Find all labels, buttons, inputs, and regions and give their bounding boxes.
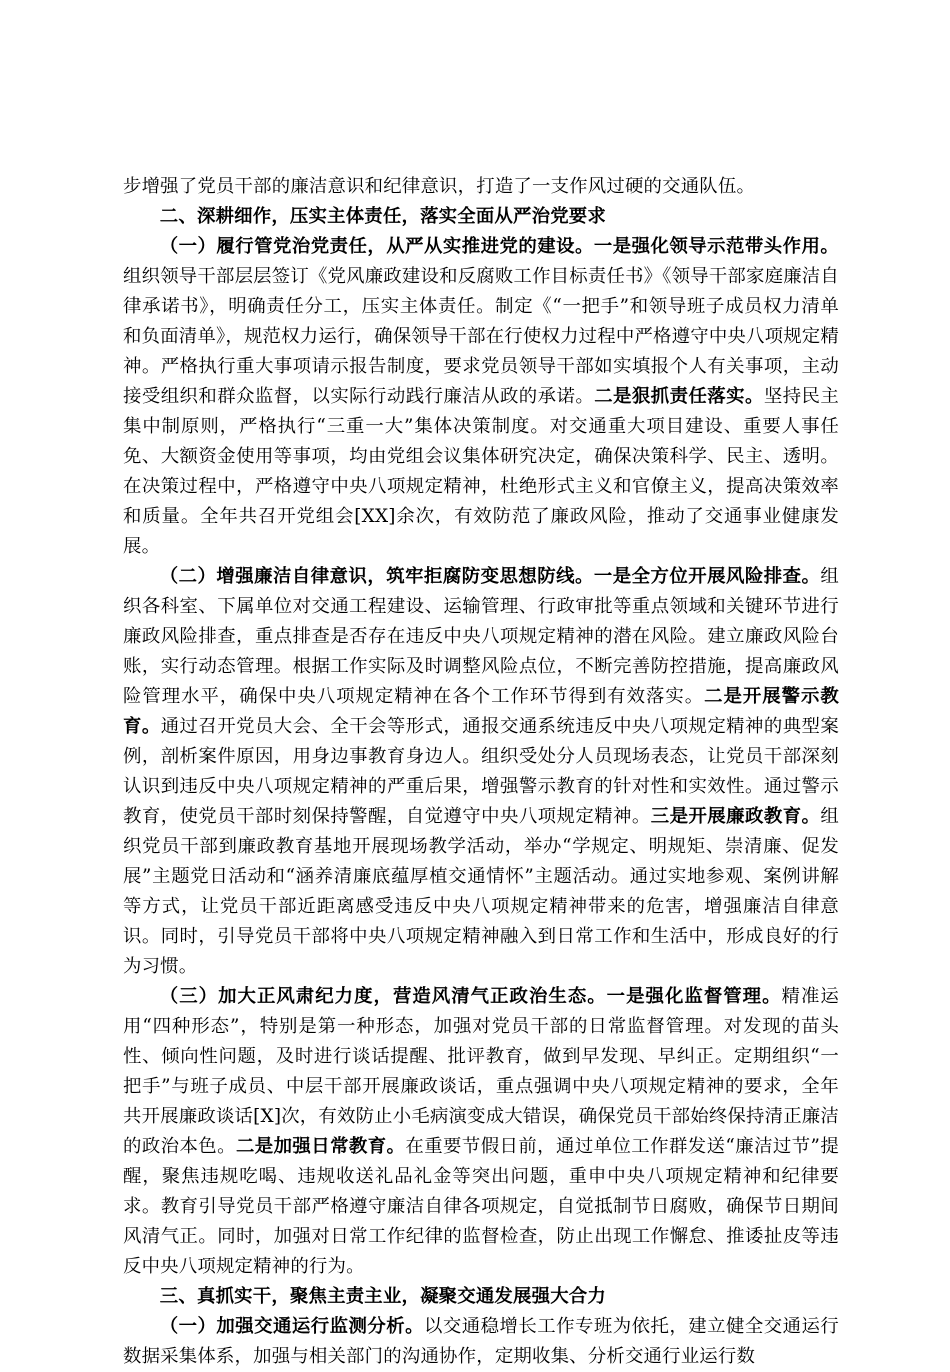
subsection-4-lead: （一）加强交通运行监测分析。 xyxy=(159,1316,425,1337)
subsection-2-text-2: 通过召开党员大会、全干会等形式，通报交通系统违反中央八项规定精神的典型案例，剖析案件原因，用身边事教育身边人。组织受处分人员现场表态，让党员干部深刻认识到违反中央八项规定精神的严重后果，增强警示教育的针对性和实效性。通过警示教育，使党员干部时刻保持警醒，自觉遵守中央八项规定精神。 xyxy=(123,716,839,827)
subsection-2-lead: （二）增强廉洁自律意识，筑牢拒腐防变思想防线。一是全方位开展风险排查。 xyxy=(159,566,821,587)
document-page xyxy=(123,172,839,1372)
subsection-3-paragraph xyxy=(123,982,839,1282)
subsection-4-paragraph xyxy=(123,1312,839,1372)
subsection-3-point-2: 二是加强日常教育。 xyxy=(235,1136,406,1157)
section-heading-3: 三、真抓实干，聚焦主责主业，凝聚交通发展强大合力 xyxy=(159,1286,606,1307)
subsection-2-paragraph xyxy=(123,562,839,982)
subsection-3-text-1: 精准运用“四种形态”，特别是第一种形态，加强对党员干部的日常监督管理。对发现的苗头性、倾向性问题，及时进行谈话提醒、批评教育，做到早发现、早纠正。定期组织“一把手”与班子成员、中层干部开展廉政谈话，重点强调中央八项规定精神的要求，全年共开展廉政谈话[X]次，有效防止小毛病演变成大错误，确保党员干部始终保持清正廉洁的政治本色。 xyxy=(123,986,839,1157)
subsection-1-text-1: 组织领导干部层层签订《党风廉政建设和反腐败工作目标责任书》《领导干部家庭廉洁自律承诺书》，明确责任分工，压实主体责任。制定《“一把手”和领导班子成员权力清单和负面清单》，规范权力运行，确保领导干部在行使权力过程中严格遵守中央八项规定精神。严格执行重大事项请示报告制度，要求党员领导干部如实填报个人有关事项，主动接受组织和群众监督，以实际行动践行廉洁从政的承诺。 xyxy=(123,266,839,407)
subsection-2-text-1: 组织各科室、下属单位对交通工程建设、运输管理、行政审批等重点领域和关键环节进行廉政风险排查，重点排查是否存在违反中央八项规定精神的潜在风险。建立廉政风险台账，实行动态管理。根据工作实际及时调整风险点位，不断完善防控措施，提高廉政风险管理水平，确保中央八项规定精神在各个工作环节得到有效落实。 xyxy=(123,566,839,707)
subsection-2-point-3: 三是开展廉政教育。 xyxy=(650,806,821,827)
subsection-2-point-2: 二是开展警示教育。 xyxy=(123,686,839,737)
paragraph-continuation: 步增强了党员干部的廉洁意识和纪律意识，打造了一支作风过硬的交通队伍。 xyxy=(123,176,756,197)
subsection-3-lead: （三）加大正风肃纪力度，营造风清气正政治生态。一是强化监督管理。 xyxy=(159,986,782,1007)
subsection-1-point-2: 二是狠抓责任落实。 xyxy=(594,386,764,407)
section-heading-2: 二、深耕细作，压实主体责任，落实全面从严治党要求 xyxy=(159,206,606,227)
subsection-1-paragraph xyxy=(123,232,839,562)
subsection-1-text-2: 坚持民主集中制原则，严格执行“三重一大”集体决策制度。对交通重大项目建设、重要人事任免、大额资金使用等事项，均由党组会议集体研究决定，确保决策科学、民主、透明。在决策过程中，严格遵守中央八项规定精神，杜绝形式主义和官僚主义，提高决策效率和质量。全年共召开党组会[XX]余次，有效防范了廉政风险，推动了交通事业健康发展。 xyxy=(123,386,839,557)
subsection-4-text-1: 以交通稳增长工作专班为依托，建立健全交通运行数据采集体系，加强与相关部门的沟通协作，定期收集、分析交通行业运行数 xyxy=(123,1316,839,1367)
subsection-3-text-2: 在重要节假日前，通过单位工作群发送“廉洁过节”提醒，聚焦违规吃喝、违规收送礼品礼金等突出问题，重申中央八项规定精神和纪律要求。教育引导党员干部严格遵守廉洁自律各项规定，自觉抵制节日腐败，确保节日期间风清气正。同时，加强对日常工作纪律的监督检查，防止出现工作懈怠、推诿扯皮等违反中央八项规定精神的行为。 xyxy=(123,1136,839,1277)
subsection-2-text-3: 组织党员干部到廉政教育基地开展现场教学活动，举办“学规定、明规矩、崇清廉、促发展”主题党日活动和“涵养清廉底蕴厚植交通情怀”主题活动。通过实地参观、案例讲解等方式，让党员干部近距离感受违反中央八项规定精神带来的危害，增强廉洁自律意识。同时，引导党员干部将中央八项规定精神融入到日常工作和生活中，形成良好的行为习惯。 xyxy=(123,806,839,977)
subsection-1-lead: （一）履行管党治党责任，从严从实推进党的建设。一是强化领导示范带头作用。 xyxy=(159,236,839,257)
